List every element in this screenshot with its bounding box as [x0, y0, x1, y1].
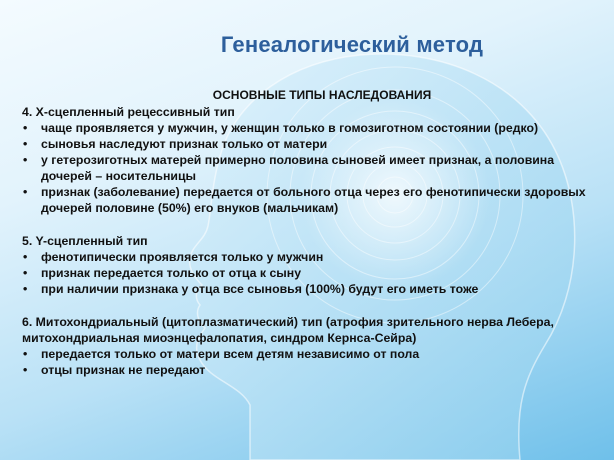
section-spacer [22, 216, 597, 233]
bullet-list [22, 346, 597, 378]
bullet-item: • сыновья наследуют признак только от матери [22, 136, 597, 152]
inheritance-types-content [22, 104, 597, 378]
bullet-item: • фенотипически проявляется только у мужчин [22, 249, 597, 265]
slide-title: Генеалогический метод [220, 32, 484, 57]
section-x-linked [22, 104, 597, 216]
slide-subtitle: ОСНОВНЫЕ ТИПЫ НАСЛЕДОВАНИЯ [212, 88, 432, 102]
bullet-item: • передается только от матери всем детям независимо от пола [22, 346, 597, 362]
section-heading: 4. Х-сцепленный рецессивный тип [22, 105, 235, 119]
section-mitochondrial [22, 314, 597, 378]
section-heading: 5. Y-сцепленный тип [22, 234, 148, 248]
bullet-item: • чаще проявляется у мужчин, у женщин только в гомозиготном состоянии (редко) [22, 120, 597, 136]
section-y-linked [22, 233, 597, 297]
bullet-item: • у гетерозиготных матерей примерно половина сыновей имеет признак, а половина дочерей – носительницы [22, 152, 597, 184]
section-heading: 6. Митохондриальный (цитоплазматический) тип (атрофия зрительного нерва Лебера, митохондриальная миоэнцефалопатия, синдром Кернса-Сейра) [22, 315, 554, 345]
bullet-item: • при наличии признака у отца все сыновья (100%) будут его иметь тоже [22, 281, 597, 297]
bullet-list [22, 249, 597, 297]
section-spacer [22, 297, 597, 314]
bullet-list [22, 120, 597, 216]
bullet-item: • отцы признак не передают [22, 362, 597, 378]
bullet-item: • признак (заболевание) передается от больного отца через его фенотипически здоровых дочерей половине (50%) его внуков (мальчикам) [22, 184, 597, 216]
bullet-item: • признак передается только от отца к сыну [22, 265, 597, 281]
